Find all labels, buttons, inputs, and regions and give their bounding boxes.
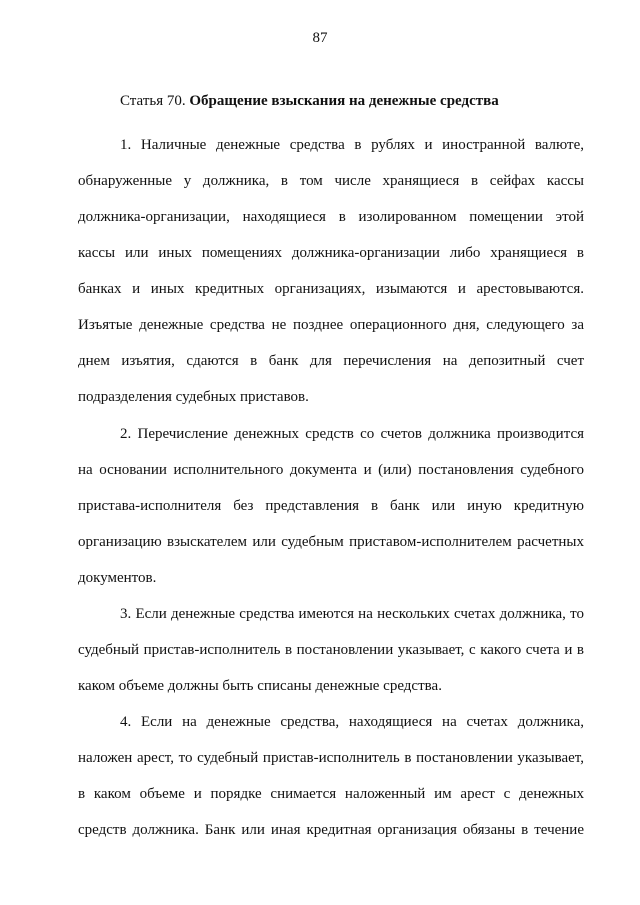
paragraph-line: организацию взыскателем или судебным приставом-исполнителем расчетных: [78, 534, 584, 550]
paragraph-line: 4. Если на денежные средства, находящиеся на счетах должника,: [120, 714, 584, 730]
paragraph-line: пристава-исполнителя без представления в банк или иную кредитную: [78, 498, 584, 514]
paragraph-line: обнаруженные у должника, в том числе хранящиеся в сейфах кассы: [78, 173, 584, 189]
paragraph-line: Изъятые денежные средства не позднее операционного дня, следующего за: [78, 317, 584, 333]
paragraph-line: каком объеме должны быть списаны денежные средства.: [78, 678, 442, 694]
paragraph-line: 1. Наличные денежные средства в рублях и иностранной валюте,: [120, 137, 584, 153]
paragraph-line: кассы или иных помещениях должника-организации либо хранящиеся в: [78, 245, 584, 261]
article-heading: [120, 93, 499, 110]
paragraph-line: на основании исполнительного документа и (или) постановления судебного: [78, 462, 584, 478]
article-label: Статья 70.: [120, 93, 186, 109]
paragraph-line: в каком объеме и порядке снимается наложенный им арест с денежных: [78, 786, 584, 802]
paragraph-line: 3. Если денежные средства имеются на нескольких счетах должника, то: [120, 606, 584, 622]
paragraph-line: должника-организации, находящиеся в изолированном помещении этой: [78, 209, 584, 225]
page-number: 87: [312, 30, 328, 46]
paragraph-line: днем изъятия, сдаются в банк для перечисления на депозитный счет: [78, 353, 584, 369]
paragraph-line: банках и иных кредитных организациях, изымаются и арестовываются.: [78, 281, 584, 297]
paragraph-line: средств должника. Банк или иная кредитная организация обязаны в течение: [78, 822, 584, 838]
article-title: Обращение взыскания на денежные средства: [189, 93, 499, 109]
paragraph-line: наложен арест, то судебный пристав-исполнитель в постановлении указывает,: [78, 750, 584, 766]
paragraph-line: судебный пристав-исполнитель в постановлении указывает, с какого счета и в: [78, 642, 584, 658]
paragraph-line: 2. Перечисление денежных средств со счетов должника производится: [120, 426, 584, 442]
paragraph-line: документов.: [78, 570, 157, 586]
paragraph-line: подразделения судебных приставов.: [78, 389, 309, 405]
